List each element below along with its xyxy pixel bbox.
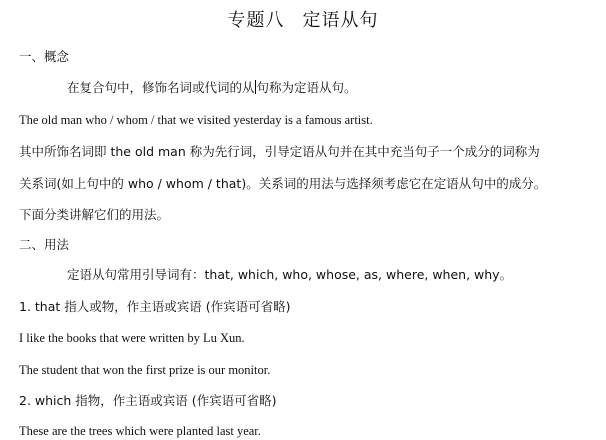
usage-item-which-heading: 2. which 指物，作主语或宾语 (作宾语可省略)	[19, 393, 277, 408]
section-heading-usage: 二、用法	[19, 237, 70, 252]
section-heading-concept: 一、概念	[19, 49, 70, 64]
concept-definition[interactable]	[67, 79, 357, 97]
usage-item-that-heading: 1. that 指人或物，作主语或宾语 (作宾语可省略)	[19, 299, 291, 314]
explanation-line-2: 关系词(如上句中的 who / whom / that)。关系词的用法与选择须考虑它在定语从句中的成分。	[19, 176, 547, 191]
concept-definition-text-b: 句称为定语从句。	[256, 80, 357, 95]
explanation-line-1: 其中所饰名词即 the old man 称为先行词，引导定语从句并在其中充当句子一个成分的词称为	[19, 144, 540, 159]
usage-intro: 定语从句常用引导词有：that, which, who, whose, as, where, when, why。	[67, 267, 513, 282]
usage-item-which-example-1: These are the trees which were planted last year.	[19, 424, 261, 438]
title-topic-name: 定语从句	[302, 10, 379, 31]
concept-definition-text-a: 在复合句中，修饰名词或代词的从	[67, 80, 255, 95]
title-topic-number: 专题八	[227, 10, 285, 31]
example-sentence: The old man who / whom / that we visited yesterday is a famous artist.	[19, 113, 373, 127]
usage-item-that-example-2: The student that won the first prize is our monitor.	[19, 363, 271, 377]
usage-item-that-example-1: I like the books that were written by Lu Xun.	[19, 331, 245, 345]
document-title	[0, 9, 606, 33]
explanation-line-3: 下面分类讲解它们的用法。	[19, 207, 170, 222]
